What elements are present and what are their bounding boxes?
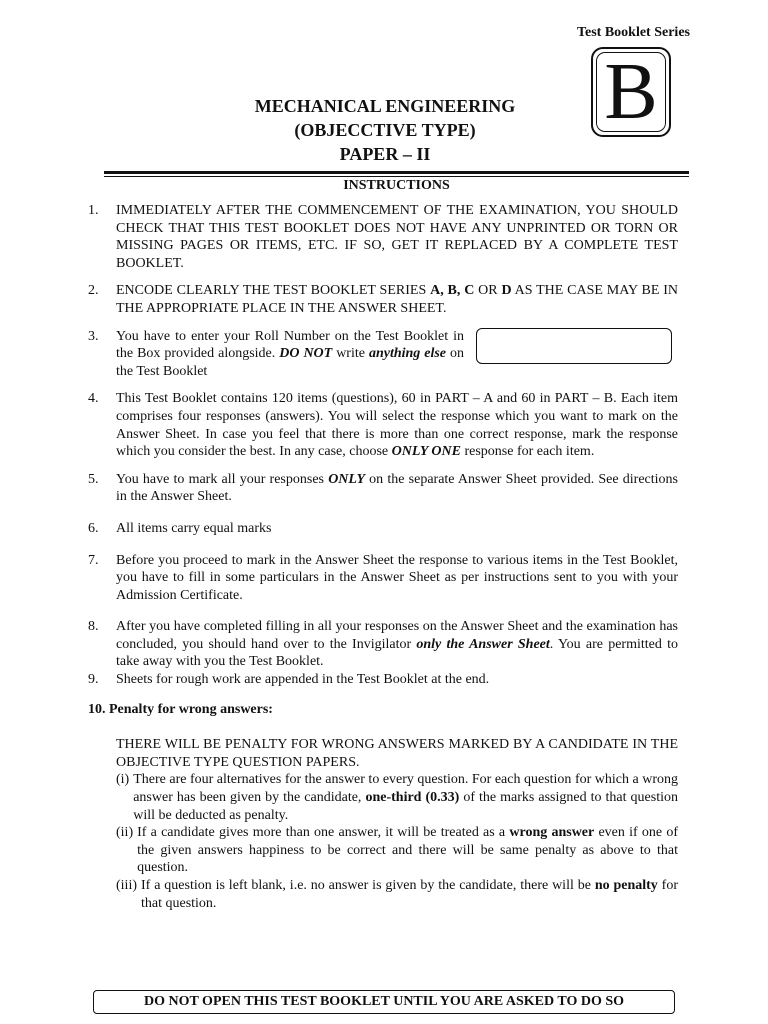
roll-number-row <box>116 328 672 381</box>
text-run: AS THE CASE MAY BE IN THE APPROPRIATE PLACE IN THE ANSWER SHEET. <box>116 283 678 316</box>
penalty-heading: 10. Penalty for wrong answers: <box>88 701 273 717</box>
sub-text <box>137 824 678 877</box>
text-run: for that question. <box>141 878 679 911</box>
item-text: All items carry equal marks <box>116 520 272 536</box>
text-run: on the separate Answer Sheet provided. See directions in the Answer Sheet. <box>116 471 678 505</box>
item-number: 8. <box>88 619 99 635</box>
penalty-rule-2 <box>116 824 678 877</box>
title-type: (OBJECCTIVE TYPE) <box>294 120 476 140</box>
text-run: write <box>332 346 369 362</box>
do-not-open-notice <box>93 990 675 1014</box>
series-letter-box <box>591 47 671 137</box>
text-run: even if one of the given answers happiness to be correct and there will be same penalty as above to that question. <box>137 825 678 876</box>
series-options: A, B, C <box>430 283 475 299</box>
emphasis-text: only the Answer Sheet <box>416 636 550 652</box>
instructions-heading: INSTRUCTIONS <box>343 178 450 193</box>
emphasis-text: ONLY ONE <box>391 444 461 460</box>
item-text: Before you proceed to mark in the Answer Sheet the response to various items in the Test Booklet, you have to fill in some particulars in the Answer Sheet as per instructions sent to you with your Admission Certificate. <box>116 552 678 603</box>
text-run: There are four alternatives for the answer to every question. For each question for which a wrong answer has been given by the candidate, <box>133 772 678 806</box>
instructions-list <box>88 202 678 912</box>
sub-text <box>133 771 678 824</box>
instruction-item-9 <box>88 671 678 689</box>
emphasis-text: no penalty <box>594 878 658 893</box>
text-run: This Test Booklet contains 120 items (questions), 60 in PART – A and 60 in PART – B. Each item comprises four responses (answers). You will select the response which you want to mark on the Answer Sheet. In case you feel that there is more than one correct response, mark the response which you consider the best. In any case, choose <box>116 391 678 460</box>
item-text <box>116 390 678 460</box>
text-run: ENCODE CLEARLY THE TEST BOOKLET SERIES <box>116 283 431 299</box>
text-run: response for each item. <box>460 444 595 460</box>
instruction-item-3 <box>88 328 678 381</box>
series-label: Test Booklet Series <box>576 25 690 40</box>
item-number: 2. <box>88 283 99 299</box>
sub-label: (ii) <box>116 825 134 841</box>
roll-number-box[interactable] <box>476 328 672 364</box>
text-run: After you have completed filling in all your responses on the Answer Sheet and the examination has concluded, you should hand over to the Invigilator <box>116 619 678 652</box>
text-run: If a candidate gives more than one answer, it will be treated as a <box>137 825 510 841</box>
penalty-rule-1 <box>116 771 678 824</box>
instruction-item-1 <box>88 202 678 272</box>
penalty-intro: THERE WILL BE PENALTY FOR WRONG ANSWERS MARKED BY A CANDIDATE IN THE OBJECTIVE TYPE QUESTION PAPERS. <box>116 737 678 770</box>
text-run: of the marks assigned to that question will be deducted as penalty. <box>133 790 678 823</box>
item-text <box>116 282 678 317</box>
item-number: 4. <box>88 391 99 407</box>
header-rule-thick <box>104 171 689 174</box>
item-number: 9. <box>88 672 99 688</box>
text-run: . You are permitted to take away with you the Test Booklet. <box>116 636 678 670</box>
item-text: Sheets for rough work are appended in the Test Booklet at the end. <box>116 672 490 688</box>
title-subject: MECHANICAL ENGINEERING <box>254 96 516 116</box>
item-text <box>116 328 464 381</box>
text-run: on the Test Booklet <box>116 346 465 379</box>
text-run: You have to enter your Roll Number on the Test Booklet in the Box provided alongside. <box>116 328 464 362</box>
notice-text: DO NOT OPEN THIS TEST BOOKLET UNTIL YOU ARE ASKED TO DO SO <box>143 994 625 1009</box>
text-run: You have to mark all your responses <box>116 471 329 487</box>
series-option-d: D <box>501 283 512 299</box>
paper-title <box>200 94 570 166</box>
item-text <box>116 471 678 506</box>
emphasis-text: wrong answer <box>509 825 595 841</box>
item-number: 5. <box>88 471 99 487</box>
item-number: 1. <box>88 203 99 218</box>
sub-label: (iii) <box>116 878 137 893</box>
series-letter: B <box>604 48 658 136</box>
emphasis-text: DO NOT <box>279 346 333 362</box>
sub-text <box>141 877 678 912</box>
instruction-item-5 <box>88 471 678 506</box>
emphasis-text: ONLY <box>328 471 365 487</box>
item-number: 3. <box>88 328 99 344</box>
item-number: 7. <box>88 552 99 568</box>
item-number: 6. <box>88 520 99 536</box>
item-text <box>116 618 678 671</box>
instruction-item-8 <box>88 618 678 671</box>
item-text: IMMEDIATELY AFTER THE COMMENCEMENT OF THE EXAMINATION, YOU SHOULD CHECK THAT THIS TEST BOOKLET DOES NOT HAVE ANY UNPRINTED OR TORN OR MISSING PAGES OR ITEMS, ETC. IF SO, GET IT REPLACED BY A COMPLETE TEST BOOKLET. <box>116 203 678 271</box>
instruction-item-2 <box>88 282 678 317</box>
penalty-rule-3 <box>116 877 678 912</box>
instruction-item-7 <box>88 552 678 605</box>
instruction-item-4 <box>88 390 678 460</box>
sub-label: (i) <box>116 772 130 788</box>
text-run: OR <box>474 283 502 299</box>
emphasis-text: one-third (0.33) <box>365 790 460 806</box>
text-run: If a question is left blank, i.e. no answer is given by the candidate, there will be <box>141 878 595 893</box>
emphasis-text: anything else <box>368 346 447 362</box>
title-paper: PAPER – II <box>339 144 431 164</box>
instruction-item-6 <box>88 520 678 538</box>
